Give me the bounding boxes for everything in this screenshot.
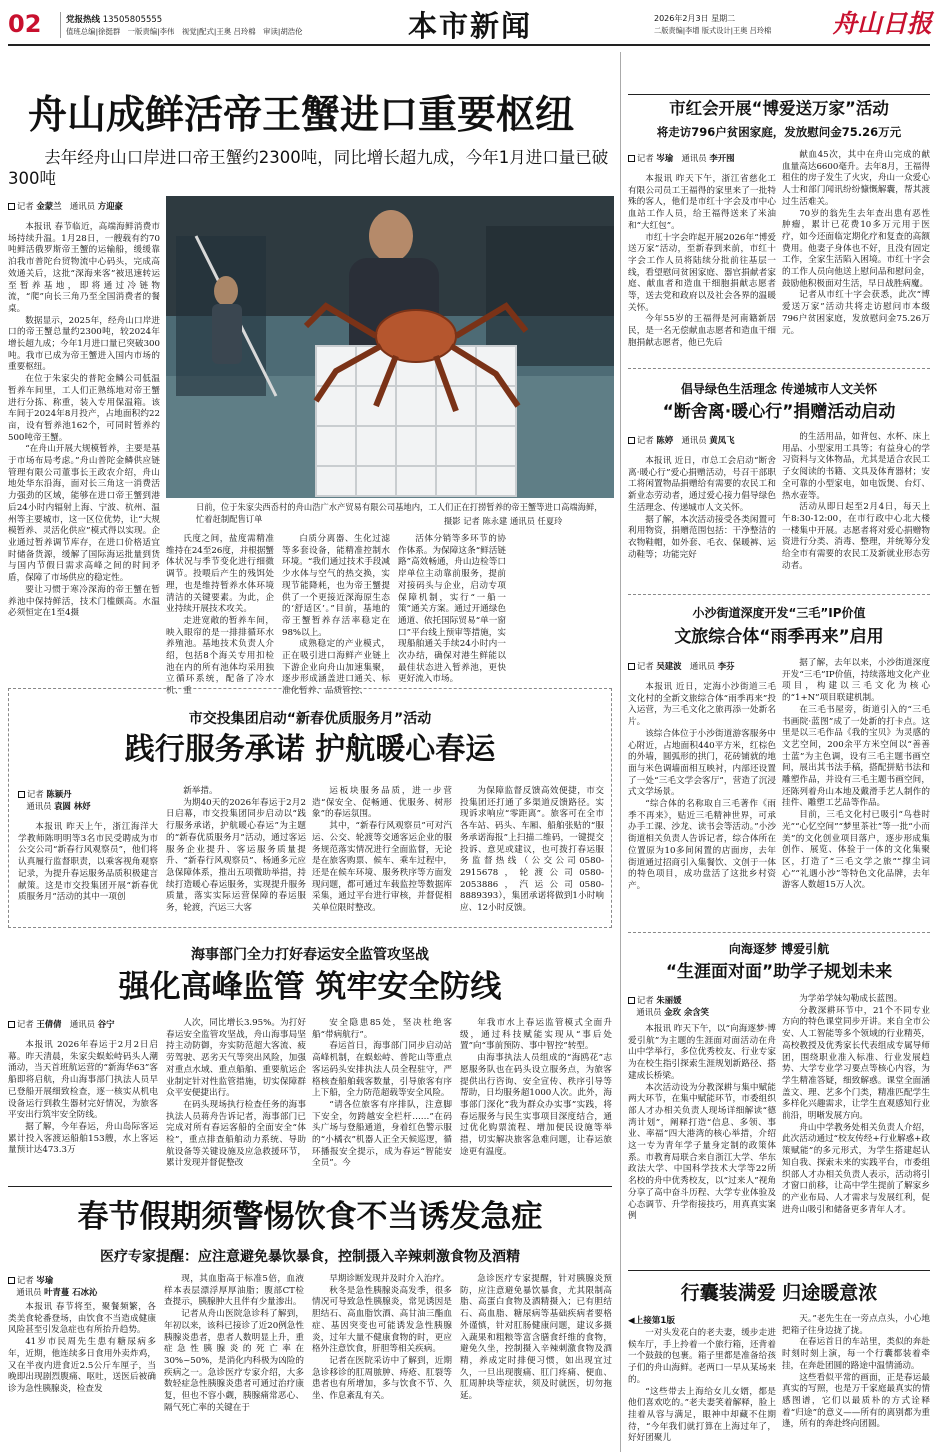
career-byline: 记者 朱丽媛 通讯员 金玫 余含笑: [628, 994, 778, 1018]
maritime-col3: 安全隐患85处，坚决杜绝客船“带病航行”。 春运首日，海事部门同步启动站高峰机制，在蜈蚣峙、普陀山等重点客运码头安排执法人员全程驻守，严格核查船舶载客数量，引导旅客有序上下船，全力防范超载等安全风险。 “请各位旅客有序排队，注意脚下安全，勿跨越安全栏杆……”在码头广场与登船通道，身着红色警示服的“小橘衣”机器人正全天候巡逻，循环播报安全提示，成为春运“智能安全员”。今: [312, 1018, 452, 1169]
crab-subhead: 去年经舟山口岸进口帝王蟹约2300吨，同比增长超九成，今年1月进口量已破300吨: [8, 148, 609, 188]
luggage-continued: ◀上接第1版: [628, 1316, 675, 1326]
food-byline: 记者 岑瑜 通讯员 叶青蔓 石冰沁: [8, 1274, 158, 1298]
staff-line-left: 值班总编|徐挺群 一版责编|李伟 视觉|配式|王奥 吕玲棉 审读|胡浩伦: [66, 27, 303, 36]
food-col4: 急诊医疗专家提醒，针对胰腺炎预防，应注意避免暴饮暴食，尤其限制高脂、高蛋白食物及酒精摄入；已有胆结石、高血脂、糖尿病等基础疾病者要格外谨慎，针对肛肠健康问题，建议多摄入蔬果和粗粮等富含膳食纤维的食物，避免久坐，控制摄入辛辣刺激食物及酒精，养成定时排便习惯，如出现宜过久，一旦出现腹痛、肛门疼痛、便血、肛周肿块等症状，须及时就医，切勿拖延。: [460, 1274, 612, 1402]
byline-box-icon: [8, 1277, 15, 1284]
crab-col3: 白质分离器、生化过滤等多套设备，能精准控制水环境。“我们通过技术手段减少水体与空气的热交换，实现节能降耗，也为帝王蟹提供了一个更接近深海原生态的‘舒适区’。”目前，基地的帝王蟹暂养存活率稳定在98%以上。 成熟稳定的产业模式，正在吸引进口海鲜产业链上下游企业向舟山加速集聚，逐步形成涵盖进口通关、标准化暂养、品质管控、: [282, 534, 390, 697]
crab-photo-caption: 日前，位于朱家尖西岙村的舟山浩广水产贸易有限公司基地内，工人们正在打捞暂养的帝王蟹等进口高端海鲜，忙着赶制配售订单: [196, 502, 603, 524]
food-top-rule: [8, 1186, 612, 1187]
crab-photo: [166, 196, 614, 498]
jiaotou-col4: 为保障监督反馈高效便捷，市交投集团还打通了多渠道反馈路径。实现诉求响应“零距离”。旅客可在全市各车站、码头、车厢、船舶张贴的“服务承诺海报”上扫描二维码，一键提交投诉、意见或建议，也可拨打春运服务监督热线（公交公司0580-2915678，轮渡公司0580-2053886，汽运公司0580-8889393），集团承诺将做到1小时响应、12小时反馈。: [460, 786, 604, 914]
ip-col1: 本报讯 近日，定海小沙街道三毛文化村的全新文旅综合体“雨季再来”投入运营，为三毛文化之旅再添一处新名片。 该综合体位于小沙街道游客服务中心附近，占地面积440平方米，红棕色的外墙，圆弧形的拱门，花砖铺就的地面与米色调墙面相互映衬，内部还设置了一处“三毛文学会客厅”，营造了沉浸式文学场景。 “综合体的名称取自三毛著作《雨季不再来》，贴近三毛精神世界，可承办手工课、沙龙、读书会等活动。”小沙街道相关负责人告诉记者，综合体所在位置原为10多间闲置的店面房，去年街道通过招商引入集餐饮、文创于一体的特色项目，成功盘活了这批乡村资产。: [628, 682, 776, 891]
staff-line-right: 二版责编|李增 版式设计|王奥 吕玲棉: [654, 26, 772, 35]
charity-byline: 记者 岑瑜 通讯员 李开囤: [628, 152, 734, 164]
crab-photo-illustration: [166, 196, 614, 498]
charity-col2: 献血45次，其中在舟山完成的献血量高达6600毫升。去年8月，王福得租住的房子发生了火灾，舟山一众爱心人士和部门闻讯纷纷慷慨解囊，帮其渡过生活难关。 70岁的翁先生去年查出患有恶性肿瘤，累计已花费10多万元用于医疗，如今还面临定期化疗和复查的高额费用。他妻子身体也不好，且没有固定工作，全家生活陷入困境。市红十字会的工作人员向他送上慰问品和慰问金，鼓励他积极面对生活，早日战胜病魔。 记者从市红十字会获悉，此次“博爱送万家”活动共将走访慰问市本级796户贫困家庭，发放慰问金75.26万元。: [782, 150, 930, 336]
jiaotou-byline: 记者 陈颖丹 通讯员 袁圆 林妤: [18, 788, 158, 812]
byline-box-icon: [628, 437, 635, 444]
crab-photo-credit: 摄影 记者 陈永建 通讯员 任夏玲: [444, 516, 563, 526]
hotline: [66, 13, 162, 25]
career-col2: 为学弟学妹勾勒成长蓝图。 分教深耕环节中，21个不同专业方向的特色课堂同步开讲。来自全市公安、人工智能等多个领域的行业精英，高校教授及优秀家长代表组成专属导师团，围绕职业准入标准、行业发展趋势、大学专业学习要点等核心内容，为学生精准答疑，细致解惑。课堂全面涵盖文、理、艺多个门类，精准匹配学生多样化兴趣需求，让学生直观感知行业前沿，明晰发展方向。 舟山中学教务处相关负责人介绍，此次活动通过“校友传经+行业解惑+政策赋能”的多元形式，为学生搭建起认知自我、探索未来的实践平台，市委组织部人才办相关负责人表示，活动将引才窗口前移，让高中学生提前了解家乡的产业布局、人才需求与发展红利，促进舟山吸引和储备更多青年人才。: [782, 994, 930, 1215]
hotline-number: 13505805555: [102, 15, 163, 25]
luggage-col1: 一对头发花白的老夫妻，缓步走进候车厅，手上拎着一个旅行箱，还背着一个鼓鼓的包裹。箱子里都是准备给孩子们的舟山海鲜。老两口一早从某场来的。 “这些带去上海给女儿女婿，都是他们喜欢吃的。”老夫妻笑着解释，脸上挂着从容与满足，眼神中却藏不住期待，“今年我们就打算在上海过年了，好好团聚儿: [628, 1328, 776, 1444]
luggage-headline: 行囊装满爱 归途暖意浓: [680, 1282, 878, 1304]
byline-box-icon: [8, 203, 15, 210]
byline-box-icon: [628, 663, 635, 670]
ip-headline: 文旅综合体“雨季再来”启用: [674, 627, 884, 647]
hotline-label: 党报热线: [66, 15, 101, 25]
green-byline: 记者 陈婷 通讯员 黄凤飞: [628, 434, 734, 446]
ip-bottom-rule: [628, 932, 930, 933]
maritime-kicker: 海事部门全力打好春运安全监管攻坚战: [191, 947, 429, 963]
green-col2: 的生活用品，如背包、水杯、床上用品、小型家用工具等；有益身心的学习资料与文体物品，尤其是适合农民工子女阅读的书籍、文具及体育器材；安全可靠的小型家电，如电饭煲、台灯、热水壶等。 活动从即日起至2月4日，每天上午8:30-12:00，在市行政中心北大楼一楼集中开展。志愿者将对爱心捐赠物资进行分类、消毒、整理，并统筹分发给全市有需要的农民工及新就业形态劳动者。: [782, 432, 930, 571]
charity-bottom-rule: [628, 368, 930, 369]
maritime-headline: 强化高峰监管 筑牢安全防线: [118, 969, 502, 1005]
jiaotou-col3: 运板块服务品质，进一步营造“保安全、促畅通、优服务、树形象”的春运氛围。 其中，“新春行风观察员”可对汽运、公交、轮渡等交通客运企业的服务规范落实情况进行全面监督，无论是在旅客购票、候车、乘车过程中，还是在候车环境、服务秩序等方面发现问题，都可通过车载监控等数据库采集，通过平台进行审核，并督促相关单位限时整改。: [312, 786, 452, 914]
ip-col2: 据了解，去年以来，小沙街道深度开发“三毛”IP价值，持续落地文化产业项目，构建以三毛文化为核心的“1+N”项目联建机制。 在三毛书屋旁，街道引入的“三毛书画院·蓝图”成了一处新的打卡点。这里是以三毛作品《我的宝贝》为灵感的文艺空间，200余平方米空间以“善善士蓝”为主色调，设有三毛主题书画空间，展出其书法手稿，搭配拼贴书法和雕塑作品，并设有三毛主题书画空间，还陈列着舟山本地及戴滑手艺人制作的挂件、雕塑工艺品等作品。 目前，三毛文化村已吸引“鸟巷时光”“心忆空间”“梦里茶社”等一批“小而美”的文化创业项目落户，逐步形成集创作、展览、体验于一体的文化集聚区，打造了“三毛文学之旅”“撑尘词心”“礼遇小沙”等特色文化品牌，去年游客人数超15万人次。: [782, 658, 930, 891]
page-number: 02: [8, 10, 42, 38]
header-divider: [60, 12, 61, 38]
crab-col2: 氏度之间，盐度需精准维持在24至26度，并根据蟹体状况与季节变化进行细微调节。投喂后产生的残饵处理，也是维持暂养水体环境清洁的关键要素。为此，企业持续开展技术攻关。 走进宽敞的暂养车间，映入眼帘的是一排排循环水养殖池。基地技术负责人介绍，包括8个海关专用扣检池在内的所有池体均采用独立循环系统，配备了冷水机、重: [166, 534, 274, 697]
food-col1: 本报讯 春节将至，聚餐频繁，各类美食轮番登场，由饮食不当造成健康风险甚至引发急症也有所抬升趋势。 41岁市民周先生患有糖尿病多年，近期，他连续多日食用外卖炸鸡，又在半夜内进食近2.5公斤车厘子，当晚即出现剧烈腹痛、呕吐，送医后被确诊为急性胰腺炎，检查发: [8, 1302, 156, 1394]
maritime-byline: 记者 王倩倩 通讯员 谷宁: [8, 1018, 114, 1030]
luggage-col2: 天。”老先生在一旁点点头，小心地把箱子往身边拢了拢。 在春运首日的车站里，类似的奔赴时刻时刻上演，每一个行囊都装着牵挂，在奔赴团圆的路途中温情涌动。 这些看似平常的画面，正是春运最真实的写照，也是万千家庭最真实的情感图谱，它们以最质朴的方式诠释着“归途”的意义——所有的离别都为重逢，所有的奔赴终向团圆。: [782, 1314, 930, 1430]
green-bottom-rule: [628, 594, 930, 595]
charity-col1: 本报讯 昨天下午，浙江省慈化工有限公司员工王福得的家里来了一批特殊的客人，他们是市红十字会及市中心血站工作人员，给王福得送来了米油和“大红包”。 市红十字会昨起开展2026年“博爱送万家”活动，至新春到来前，市红十字会工作人员将陆续分批前往基层一线，看望慰问贫困家庭、器官捐献者家庭、献血者和造血干细胞捐献志愿者等，送去党和政府以及社会各界的温暖关怀。 今年55岁的王福得是河南籍新居民，是一名无偿献血志愿者和造血干细胞捐献志愿者，他已先后: [628, 174, 776, 348]
byline-box-icon: [628, 997, 635, 1004]
career-headline: “生涯面对面”助学子规划未来: [665, 962, 893, 982]
career-col1: 本报讯 昨天下午，以“向海逐梦·博爱引航”为主题的生涯面对面活动在舟山中学举行，多位优秀校友、行业专家为在校生指引探索生涯规划新路径、搭建成长桥梁。 本次活动设为分教深耕与集中赋能两大环节，在集中赋能环节，市委组织部人才办相关负责人现场详细解读“德湾计划”，阐释打造“信息、多领、事业、率福”四大港湾的核心举措，介绍这一专为青年学子量身定制的政策体系。市教育局联合来自浙江大学、华东政法大学、中国科学技术大学等22所名校的舟中优秀校友，以“过来人”视角分享了高中奋斗历程、大学专业体验及心态调节、升学衔接技巧，用真真实案例: [628, 1024, 776, 1222]
food-headline: 春节假期须警惕饮食不当诱发急症: [77, 1199, 543, 1235]
crab-byline: 记者 金蒙兰 通讯员 方迎豪: [8, 200, 123, 212]
ip-kicker: 小沙街道深度开发“三毛”IP价值: [692, 606, 866, 620]
green-kicker: 倡导绿色生活理念 传递城市人文关怀: [680, 382, 878, 396]
crab-headline: 舟山成鲜活帝王蟹进口重要枢纽: [28, 93, 575, 138]
crab-col1: 本报讯 春节临近，高端海鲜消费市场持续升温。1月28日，一艘载有约70吨鲜活俄罗斯帝王蟹的运输船，缓缓靠泊我市普陀台贸物流中心码头，完成高效通关后，这批“深海来客”被迅速转运至暂养基地，即将通过冷链物流，“爬”向长三角乃至全国消费者的餐桌。 数据显示，2025年，经舟山口岸进口的帝王蟹总量约2300吨，较2024年增长超九成；今年1月进口量已突破300吨。我市已成为帝王蟹进入国内市场的重要枢纽。 在位于朱家尖的普陀金鳞公司低温暂养车间里，工人们正熟练地对帝王蟹进行分拣、称重，装入专用保温箱。该车间于2024年8月投产，占地面积约22亩，设有暂养池162个，可同时暂养约500吨帝王蟹。 “在舟山开展大规模暂养，主要是基于市场布局考虑。”舟山普陀金鳞供应链管理有限公司董事长王政农介绍，舟山地处华东沿海，面对长三角这一消费活力强劲的区域，能够在进口帝王蟹到港后24小时内辐射上海、宁波、杭州、温州等主要城市，这一区位优势，让“大规模暂养、灵活化供应”模式得以实现。企业通过暂养调节库存，在进口价格适宜时储备货源，缓解了国际海运批量到货与国内节假日需求高峰之间的时间矛盾，保障了市场供应的稳定性。 要让习惯于寒冷深海的帝王蟹在暂养池中保持鲜活，技术门槛颇高。水温必须恒定在1至4摄: [8, 222, 160, 619]
date-line: 2026年2月3日 星期二: [654, 14, 736, 23]
maritime-col1: 本报讯 2026年春运于2月2日启幕。昨天清晨，朱家尖蜈蚣峙码头人潮涌动，当天首班航运营的“新海华63”客船即将启航，舟山海事部门执法人员早已登船开展细致检查，逐一核实从机电设备运行到救生器材完好情况，为旅客平安出行筑牢安全防线。 据了解，今年春运，舟山岛际客运累计投入客渡运船舶153艘，水上客运量预计达473.3万: [8, 1040, 158, 1156]
career-kicker: 向海逐梦 博爱引航: [728, 942, 830, 956]
charity-headline: 市红会开展“博爱送万家”活动: [669, 99, 889, 118]
charity-subhead: 将走访796户贫困家庭，发放慰问金75.26万元: [656, 125, 902, 139]
food-col2: 现，其血脂高于标准5倍，血液样本表层漂浮厚厚油脂；腹部CT检查提示，胰腺肿大且伴有少量渗出。 记者从舟山医院急诊科了解到，年初以来，该科已接诊了近20例急性胰腺炎患者，患者人数明显上升，重症急性胰腺炎的死亡率在30%~50%，是消化内科极为凶险的疾病之一。急诊医疗专家介绍，大多数轻症急性胰腺炎患者可通过治疗康复，但也不容小觑，胰腺痛常恶心、隔气死亡率的关键在于: [164, 1274, 304, 1413]
maritime-col2: 人次，同比增长3.95%。为打好春运安全监管攻坚战，舟山海事局坚持主动防御，夯实防范超大客流、疲劳驾驶、恶劣天气等突出风险，加强对重点水域、重点船舶、重要航运企业制定针对性监管措施，切实保障群众平安便捷出行。 在码头现场执行检查任务的海事执法人员蒋舟告诉记者，海事部门已完成对所有春运客船的全面安全“体检”，重点排查船舶动力系统、导助航设备等关键设施及应急救援环节，累计发现并督促整改: [166, 1018, 306, 1169]
career-bottom-rule: [628, 1270, 930, 1271]
crab-col4: 活体分销等多环节的协作体系。为保障这条“鲜活链路”高效畅通，舟山边检等口岸单位主动靠前服务，提前对接码头与企业，启动专项保障机制，实行“一船一策”通关方案。通过开通绿色通道、依托国际贸易“单一窗口”平台线上预审等措施，实现船舶通关手续24小时内一次办结，确保对港生鲜能以最佳状态进入暂养池，更快更好流入市场。: [398, 534, 506, 685]
charity-top-rule: [628, 94, 930, 95]
jiaotou-headline: 践行服务承诺 护航暖心春运: [124, 732, 496, 767]
byline-box-icon: [628, 155, 635, 162]
jiaotou-col2: 新举措。 为期40天的2026年春运于2月2日启幕，市交投集团同步启动以“践行服务承诺，护航暖心春运”为主题的“新春优质服务月”活动，通过客运服务企业提升、客运服务质量提升、“新春行风观察员”、杨通多元应急保障体系，推出五项微助举措，持续打造暖心春运服务，实现提升服务质量，落实实际运营保障的春运服务，轮渡，汽运三大客: [166, 786, 306, 914]
jiaotou-kicker: 市交投集团启动“新春优质服务月”活动: [188, 711, 432, 727]
column-divider: [620, 52, 621, 1452]
green-headline: “断舍离·暖心行”捐赠活动启动: [662, 402, 896, 422]
paper-name: 舟山日报: [832, 9, 933, 38]
section-title: 本市新闻: [408, 9, 533, 43]
jiaotou-col1: 本报讯 昨天上午，浙江海洋大学教师陈明明等3名市民受聘成为市公交公司“新春行风观察员”，他们将认真履行监督职责，以乘客视角观察记录，为提升春运服务品质积极建言献策。这是市交投集团开展“新春优质服务月”活动的其中一项创: [18, 822, 158, 903]
byline-box-icon: [8, 1021, 15, 1028]
maritime-col4: 年我市水上春运监管模式全面升级，通过科技赋能实现从“事后处置”向“事前预防、事中智控”转型。 由海事执法人员组成的“海鸥花”志愿服务队也在码头设立服务点，为旅客提供出行咨询、安全宣传、秩序引导等帮助，日均服务超1000人次。此外，海事部门深化“我为群众办实事”实践，将春运服务与民生实事项目深度结合，通过优化购票流程、增加便民设施等举措，切实解决旅客急难问题，让春运旅途更有温度。: [460, 1018, 612, 1157]
food-col3: 早期诊断发现并及时介入治疗。 秋冬是急性胰腺炎高发季，很多情况可导致急性胰腺炎，常见诱因是胆结石、高血脂饮酒、高甘油三酯血症、基因突变也可能诱发急性胰腺炎，过年大量不健康食物的时，更应格外注意饮食，肝胆等相关疾病。 记者在医院采访中了解到，近期急诊移诊的肛周脓肿、痔疮、肛裂等患者也有所增加，多与饮食不节、久坐、作息紊乱有关。: [312, 1274, 452, 1402]
byline-box-icon: [18, 791, 25, 798]
header-rule: [8, 44, 930, 46]
green-col1: 本报讯 近日，市总工会启动“断舍离·暖心行”爱心捐赠活动，号召干部职工将闲置物品捐赠给有需要的农民工和新业态劳动者，通过爱心接力倡导绿色生活理念、传递城市人文关怀。 据了解，本次活动接受各类闲置可利用物资，捐赠范围包括：干净整洁的衣物鞋帽，如外套、毛衣、保暖裤、运动鞋等；功能完好: [628, 456, 776, 560]
ip-byline: 记者 吴建波 通讯员 李芬: [628, 660, 734, 672]
food-subhead: 医疗专家提醒：应注意避免暴饮暴食，控制摄入辛辣刺激食物及酒精: [100, 1249, 520, 1265]
